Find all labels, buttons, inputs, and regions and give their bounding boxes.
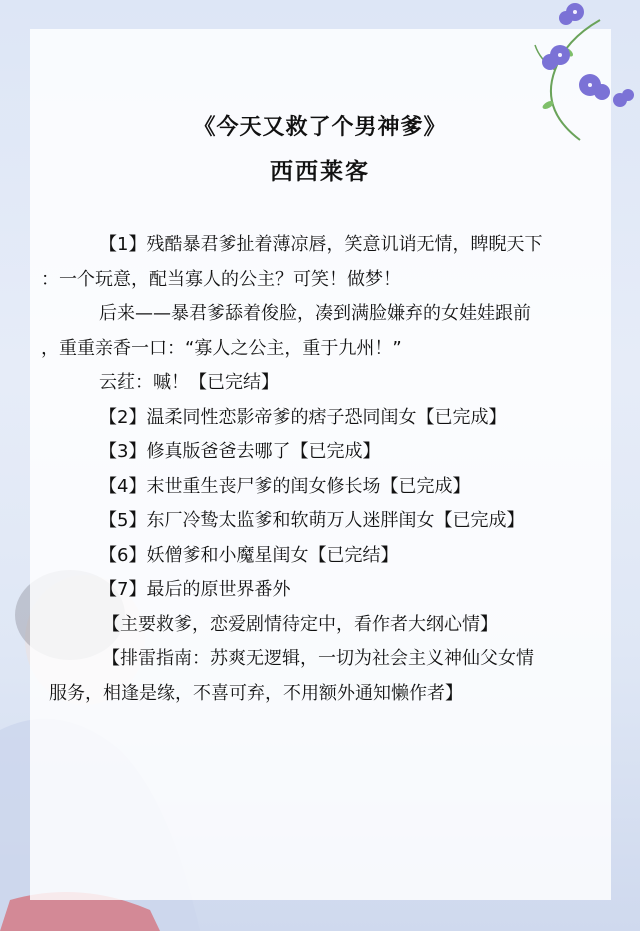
synopsis-line: 服务，相逢是缘，不喜可弃，不用额外通知懒作者】 bbox=[49, 682, 463, 704]
author-name: 西西莱客 bbox=[270, 159, 370, 185]
synopsis-line: 云荭：嘁！【已完结】 bbox=[99, 372, 279, 393]
synopsis-line: 【主要救爹，恋爱剧情待定中，看作者大纲心情】 bbox=[102, 613, 498, 635]
synopsis-line: ，重重亲香一口：“寡人之公主，重于九州！” bbox=[41, 337, 402, 359]
synopsis-line: ：一个玩意，配当寡人的公主？可笑！做梦！ bbox=[41, 268, 401, 290]
synopsis-body bbox=[41, 228, 611, 711]
synopsis-line: 【6】妖僧爹和小魔星闺女【已完结】 bbox=[99, 544, 399, 566]
synopsis-line: 【4】末世重生丧尸爹的闺女修长场【已完成】 bbox=[99, 475, 471, 497]
synopsis-line: 【7】最后的原世界番外 bbox=[99, 579, 291, 600]
synopsis-line: 【5】东厂冷鸷太监爹和软萌万人迷胖闺女【已完成】 bbox=[99, 510, 525, 531]
synopsis-line: 【1】残酷暴君爹扯着薄凉唇，笑意讥诮无情，睥睨天下 bbox=[99, 234, 543, 255]
synopsis-line: 【排雷指南：苏爽无逻辑，一切为社会主义神仙父女情 bbox=[102, 648, 534, 669]
synopsis-line: 【2】温柔同性恋影帝爹的痞子恐同闺女【已完成】 bbox=[99, 406, 507, 428]
synopsis-line: 后来——暴君爹舔着俊脸，凑到满脸嫌弃的女娃娃跟前 bbox=[99, 303, 531, 324]
synopsis-line: 【3】修真版爸爸去哪了【已完成】 bbox=[99, 441, 381, 462]
book-title: 《今天又救了个男神爹》 bbox=[193, 115, 447, 140]
